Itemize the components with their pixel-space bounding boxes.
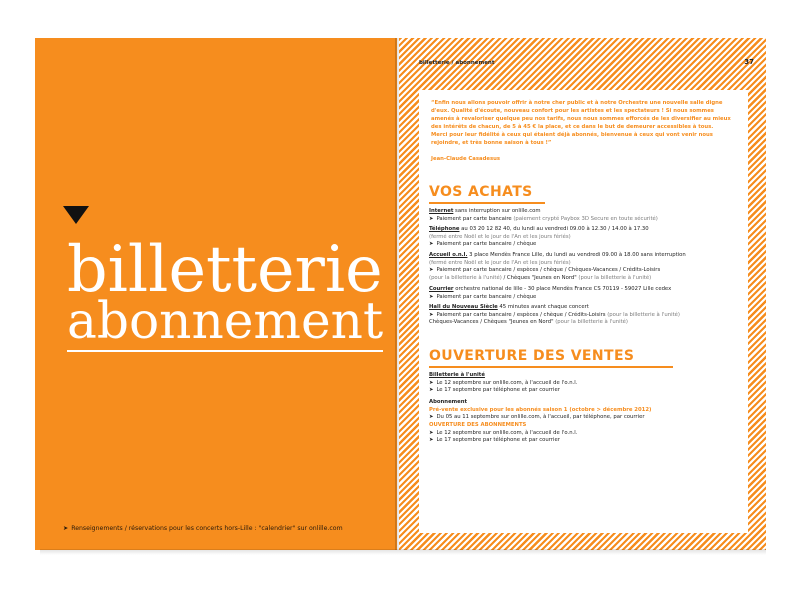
heading-rule [429,202,545,204]
content-box [419,90,748,533]
quote-author: Jean-Claude Casadesus [431,156,501,162]
list-item-text: Le 17 septembre par téléphone et par courrier [436,437,560,444]
title-billetterie: billetterie [67,232,383,306]
left-page [35,38,397,550]
list-item-text: Paiement par carte bancaire / chèque [436,241,537,248]
list-item-text: Paiement par carte bancaire / chèque [436,293,537,300]
ouverture-abonnements: OUVERTURE DES ABONNEMENTS [429,422,527,429]
ventes-billetterie [429,372,741,395]
page-shadow [40,549,766,555]
list-item-note: (paiement crypté Paybox 3D Secure en toute sécurité) [513,215,658,222]
triangle-marker-icon [63,206,89,224]
quote: “Enfin nous allons pouvoir offrir à notre cher public et à notre Orchestre une nouvelle salle digne d'eux. Qualité d'écoute, nouveau confort pour les artistes et les spectateurs ! Si nous sommes amenés à revaloriser quelque peu nos tarifs, nous nous sommes efforcés de les diversifier au mieux des intérêts de chacun, de 5 à 45 € la place, et ce dans le but de demeurer accessibles à tous. Merci pour leur fidélité à ceux qui étaient déjà abonnés, bienvenue à ceux qui vont venir nous rejoindre, et très bonne saison à tous !” [431,100,731,146]
internet-text: sans interruption sur onlille.com [453,208,541,214]
title-abonnement: abonnement [67,291,384,350]
accueil-line2-note: (pour la billetterie à l'unité) [429,275,502,282]
list-item-text: Du 05 au 11 septembre sur onlille.com, à l'accueil, par téléphone, par courrier [436,414,645,421]
heading-ouverture-ventes: OUVERTURE DES VENTES [429,348,635,364]
title-underline [67,350,383,352]
page-number: 37 [744,58,754,66]
heading-vos-achats: VOS ACHATS [429,184,533,200]
list-item-text: Le 17 septembre par téléphone et par courrier [436,387,560,394]
list-item-text: Le 12 septembre sur onlille.com, à l'accueil de l'o.n.l. [436,429,578,436]
footer-note-text: Renseignements / réservations pour les concerts hors-Lille : "calendrier" sur onlille.com [71,525,343,532]
label-hall: Hall du Nouveau Siècle [429,304,498,310]
courrier-text: orchestre national de lille - 30 place Mendès France CS 70119 - 59027 Lille cedex [453,286,672,292]
list-item [429,437,741,445]
hall-text: 45 minutes avant chaque concert [497,304,589,310]
footer-note [63,525,343,532]
label-courrier: Courrier [429,286,454,292]
purchase-courrier [429,286,741,301]
list-item [429,267,741,275]
accueil-line2-text: / Chèques "Jeunes en Nord" [501,275,579,282]
label-accueil: Accueil o.n.l. [429,252,468,258]
purchase-hall [429,304,741,327]
accueil-text: 3 place Mendès France Lille, du lundi au vendredi 09.00 à 18.00 sans interruption [467,252,686,258]
telephone-text: au 03 20 12 82 40, du lundi au vendredi 09.00 à 12.30 / 14.00 à 17.30 [459,226,649,232]
purchase-accueil [429,252,741,283]
heading-rule [429,366,673,368]
list-item-text: Le 12 septembre sur onlille.com, à l'accueil de l'o.n.l. [436,379,578,386]
running-header: billetterie / abonnement [419,60,495,66]
accueil-line2-note2: (pour la billetterie à l'unité) [578,275,652,282]
list-item-text: Paiement par carte bancaire [436,215,514,222]
purchase-telephone [429,226,741,249]
label-telephone: Téléphone [429,226,460,232]
list-item [429,241,741,249]
label-billetterie-unite: Billetterie à l'unité [429,372,485,378]
accueil-note: (fermé entre Noël et le jour de l'An et les jours fériés) [429,259,571,266]
purchase-internet [429,208,741,223]
ventes-abonnement [429,399,741,445]
hall-line2-note: (pour la billetterie à l'unité) [555,319,628,326]
arrow-icon: ➤ [63,525,69,532]
telephone-note: (fermé entre Noël et le jour de l'An et les jours fériés) [429,233,571,240]
list-item-text: Paiement par carte bancaire / espèces / chèque / Crédits-Loisirs [436,311,608,318]
accueil-line2 [429,275,741,283]
list-item-text: Paiement par carte bancaire / espèces / chèque / Chèques-Vacances / Crédits-Loisirs [436,267,661,274]
list-item [429,387,741,395]
list-item [429,414,741,422]
hall-line2 [429,319,741,327]
prevente-text: Pré-vente exclusive pour les abonnés saison 1 (octobre > décembre 2012) [429,406,652,413]
label-internet: Internet [429,208,454,214]
right-page [399,38,766,550]
list-item [429,216,741,224]
list-item-note: (pour la billetterie à l'unité) [607,311,680,318]
hall-line2-text: Chèques-Vacances / Chèques "Jeunes en Nord" [429,319,556,326]
list-item [429,294,741,302]
label-abonnement: Abonnement [429,399,468,405]
